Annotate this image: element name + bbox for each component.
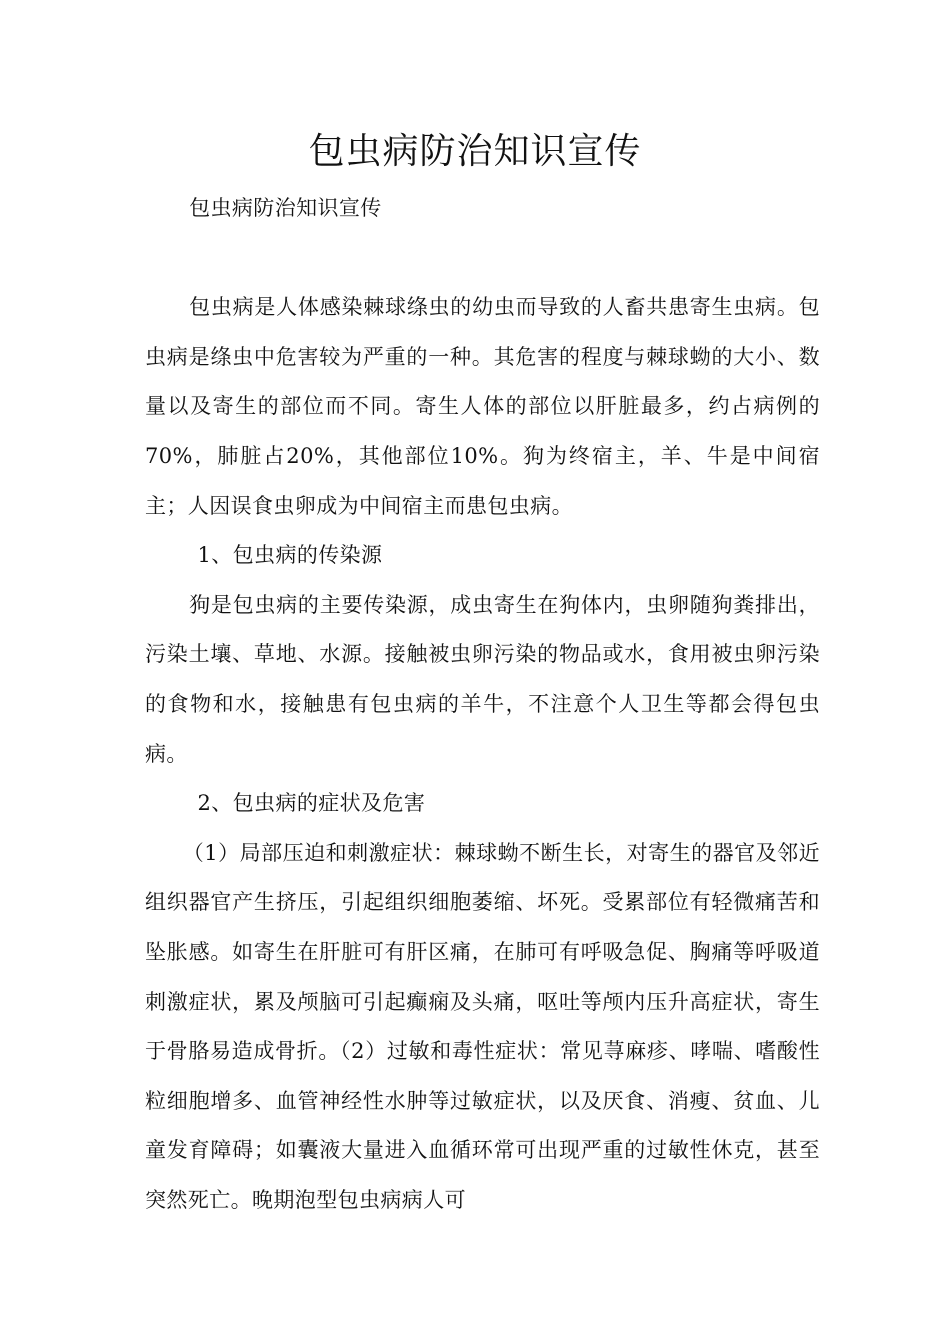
document-subtitle: 包虫病防治知识宣传	[189, 196, 382, 220]
document-title: 包虫病防治知识宣传	[308, 131, 642, 172]
paragraph-intro: 包虫病是人体感染棘球绦虫的幼虫而导致的人畜共患寄生虫病。包虫病是绦虫中危害较为严重的一种。其危害的程度与棘球蚴的大小、数量以及寄生的部位而不同。寄生人体的部位以肝脏最多，约占病例的70%，肺脏占20%，其他部位10%。狗为终宿主，羊、牛是中间宿主；人因误食虫卵成为中间宿主而患包虫病。	[145, 295, 820, 518]
paragraph-symptoms-harms: （1）局部压迫和刺激症状：棘球蚴不断生长，对寄生的器官及邻近组织器官产生挤压，引起组织细胞萎缩、坏死。受累部位有轻微痛苦和坠胀感。如寄生在肝脏可有肝区痛，在肺可有呼吸急促、胸痛等呼吸道刺激症状，累及颅脑可引起癫痫及头痛，呕吐等颅内压升高症状，寄生于骨胳易造成骨折。（2）过敏和毒性症状：常见荨麻疹、哮喘、嗜酸性粒细胞增多、血管神经性水肿等过敏症状，以及厌食、消瘦、贫血、儿童发育障碍；如囊液大量进入血循环常可出现严重的过敏性休克，甚至突然死亡。晚期泡型包虫病病人可	[145, 840, 820, 1212]
paragraph-transmission-source: 狗是包虫病的主要传染源，成虫寄生在狗体内，虫卵随狗粪排出，污染土壤、草地、水源。接触被虫卵污染的物品或水，食用被虫卵污染的食物和水，接触患有包虫病的羊牛，不注意个人卫生等都会得包虫病。	[145, 592, 820, 766]
section-heading-transmission-source: 1、包虫病的传染源	[197, 543, 383, 568]
section-heading-symptoms-harms: 2、包虫病的症状及危害	[197, 791, 426, 816]
document-body	[145, 184, 820, 1225]
